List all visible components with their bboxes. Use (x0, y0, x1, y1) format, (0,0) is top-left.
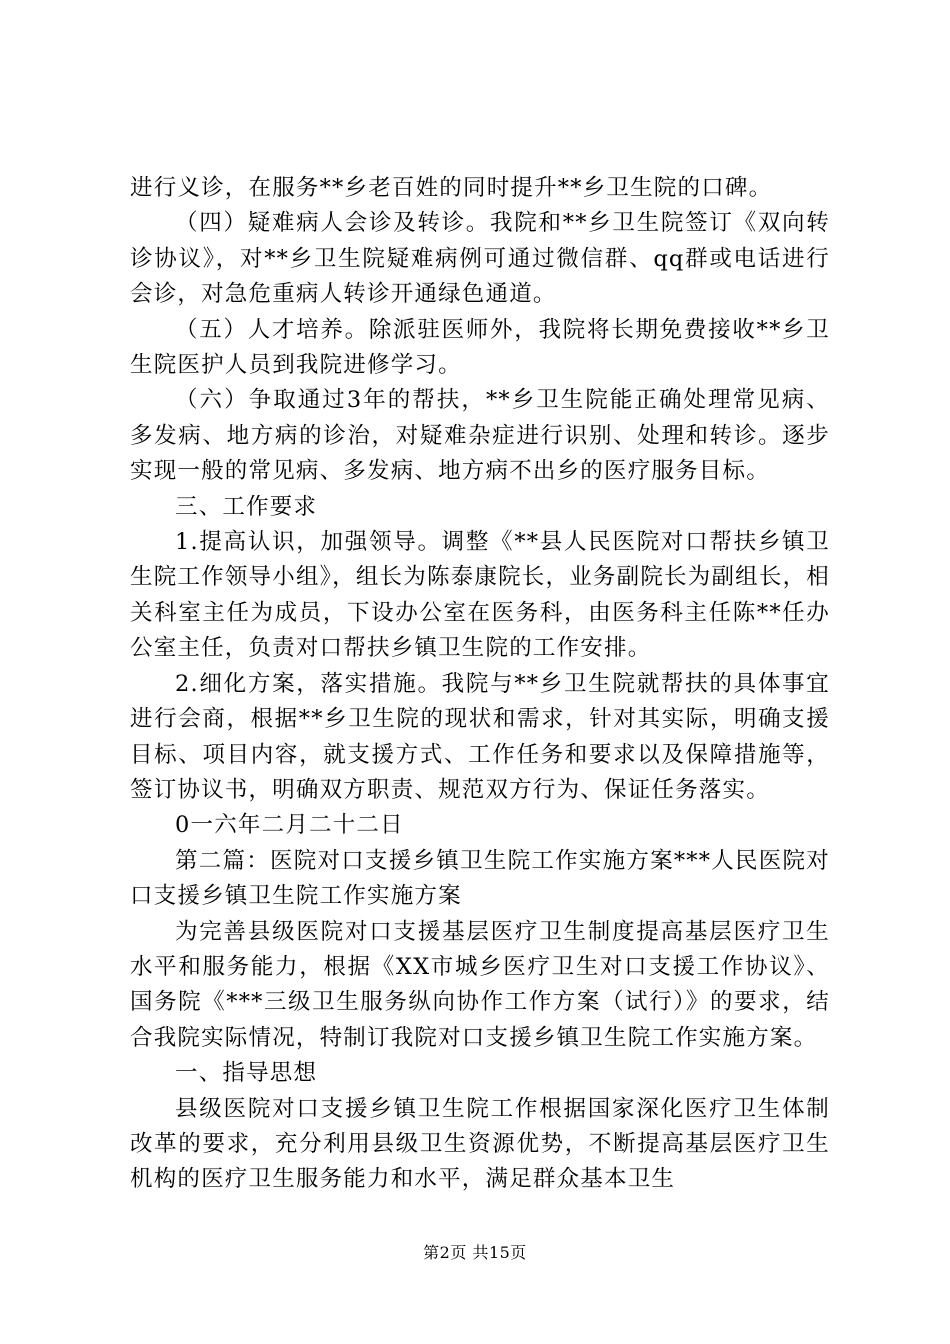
paragraph-3: （五）人才培养。除派驻医师外，我院将长期免费接收**乡卫生院医护人员到我院进修学习。 (130, 316, 830, 379)
paragraph-6: 1.提高认识，加强领导。调整《**县人民医院对口帮扶乡镇卫生院工作领导小组》，组长为陈泰康院长，业务副院长为副组长，相关科室主任为成员，下设办公室在医务科，由医务科主任陈**任办公室主任，负责对口帮扶乡镇卫生院的工作安排。 (130, 529, 830, 662)
document-body (130, 171, 830, 1198)
page-footer: 第2页 共15页 (423, 1243, 527, 1262)
section-heading-guiding-ideology: 一、指导思想 (175, 1060, 318, 1087)
paragraph-1: 进行义诊，在服务**乡老百姓的同时提升**乡卫生院的口碑。 (130, 175, 773, 201)
paragraph-4: （六）争取通过3年的帮扶，**乡卫生院能正确处理常见病、多发病、地方病的诊治，对疑难杂症进行识别、处理和转诊。逐步实现一般的常见病、多发病、地方病不出乡的医疗服务目标。 (130, 387, 830, 485)
date-line: 0一六年二月二十二日 (175, 812, 404, 839)
chapter-heading-part-two: 第二篇：医院对口支援乡镇卫生院工作实施方案***人民医院对口支援乡镇卫生院工作实施方案 (130, 847, 830, 910)
section-heading-work-requirements: 三、工作要求 (175, 493, 318, 520)
paragraph-7: 2.细化方案，落实措施。我院与**乡卫生院就帮扶的具体事宜进行会商，根据**乡卫生院的现状和需求，针对其实际，明确支援目标、项目内容，就支援方式、工作任务和要求以及保障措施等，签订协议书，明确双方职责、规范双方行为、保证任务落实。 (130, 670, 830, 803)
paragraph-12: 县级医院对口支援乡镇卫生院工作根据国家深化医疗卫生体制改革的要求，充分利用县级卫生资源优势，不断提高基层医疗卫生机构的医疗卫生服务能力和水平，满足群众基本卫生 (130, 1095, 830, 1193)
paragraph-2: （四）疑难病人会诊及转诊。我院和**乡卫生院签订《双向转诊协议》，对**乡卫生院疑难病例可通过微信群、qq群或电话进行会诊，对急危重病人转诊开通绿色通道。 (130, 210, 830, 308)
paragraph-10: 为完善县级医院对口支援基层医疗卫生制度提高基层医疗卫生水平和服务能力，根据《XX市城乡医疗卫生对口支援工作协议》、国务院《***三级卫生服务纵向协作工作方案（试行）》的要求，结合我院实际情况，特制订我院对口支援乡镇卫生院工作实施方案。 (130, 918, 830, 1051)
